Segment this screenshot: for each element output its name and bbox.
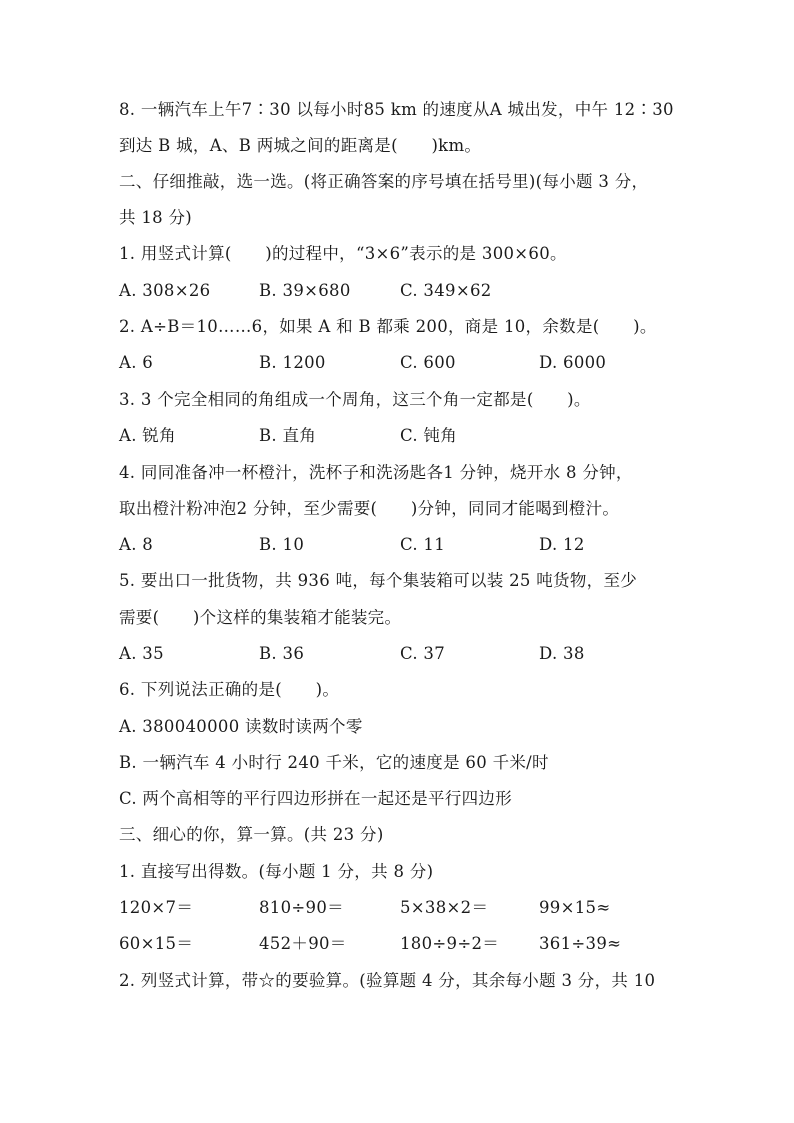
calc-item: 99×15≈ bbox=[539, 898, 611, 917]
section-2-heading: 二、仔细推敲，选一选。(将正确答案的序号填在括号里)(每小题 3 分， bbox=[119, 172, 649, 191]
option-b: B. 10 bbox=[259, 535, 305, 554]
option-d: D. 38 bbox=[539, 644, 585, 663]
mc-question-6-option-b: B. 一辆汽车 4 小时行 240 千米，它的速度是 60 千米/时 bbox=[119, 753, 549, 772]
option-a: A. 锐角 bbox=[119, 426, 176, 445]
option-d: D. 6000 bbox=[539, 353, 607, 372]
calc-item: 180÷9÷2＝ bbox=[400, 934, 500, 953]
question-8-line-1: 8. 一辆汽车上午7∶30 以每小时85 km 的速度从A 城出发，中午 12∶30 bbox=[119, 100, 674, 119]
option-b: B. 39×680 bbox=[259, 281, 351, 300]
option-a: A. 6 bbox=[119, 353, 154, 372]
option-c: C. 11 bbox=[400, 535, 446, 554]
mc-question-1: 1. 用竖式计算( )的过程中，“3×6”表示的是 300×60。 bbox=[119, 244, 567, 263]
mc-question-2: 2. A÷B＝10……6，如果 A 和 B 都乘 200，商是 10，余数是( )。 bbox=[119, 317, 657, 336]
option-b: B. 1200 bbox=[259, 353, 326, 372]
mc-question-6: 6. 下列说法正确的是( )。 bbox=[119, 680, 340, 699]
option-c: C. 600 bbox=[400, 353, 456, 372]
calc-item: 60×15＝ bbox=[119, 934, 194, 953]
section-2-heading-cont: 共 18 分) bbox=[119, 208, 193, 227]
option-b: B. 直角 bbox=[259, 426, 317, 445]
option-a: A. 8 bbox=[119, 535, 154, 554]
option-c: C. 钝角 bbox=[400, 426, 458, 445]
mc-question-3: 3. 3 个完全相同的角组成一个周角，这三个角一定都是( )。 bbox=[119, 390, 591, 409]
question-8-line-2: 到达 B 城，A、B 两城之间的距离是( )km。 bbox=[119, 136, 482, 155]
option-c: C. 349×62 bbox=[400, 281, 492, 300]
mc-question-4-line-1: 4. 同同准备冲一杯橙汁，洗杯子和洗汤匙各1 分钟，烧开水 8 分钟， bbox=[119, 463, 633, 482]
mc-question-6-option-a: A. 380040000 读数时读两个零 bbox=[119, 717, 363, 736]
calc-item: 810÷90＝ bbox=[259, 898, 344, 917]
mc-question-5-line-1: 5. 要出口一批货物，共 936 吨，每个集装箱可以装 25 吨货物，至少 bbox=[119, 571, 638, 590]
option-c: C. 37 bbox=[400, 644, 446, 663]
mc-question-4-line-2: 取出橙汁粉冲泡2 分钟，至少需要( )分钟，同同才能喝到橙汁。 bbox=[119, 499, 620, 518]
option-a: A. 35 bbox=[119, 644, 164, 663]
calc-question-1: 1. 直接写出得数。(每小题 1 分，共 8 分) bbox=[119, 862, 434, 881]
mc-question-5-line-2: 需要( )个这样的集装箱才能装完。 bbox=[119, 608, 402, 627]
calc-item: 452＋90＝ bbox=[259, 934, 347, 953]
option-a: A. 308×26 bbox=[119, 281, 211, 300]
calc-item: 120×7＝ bbox=[119, 898, 194, 917]
calc-item: 5×38×2＝ bbox=[400, 898, 489, 917]
section-3-heading: 三、细心的你，算一算。(共 23 分) bbox=[119, 825, 384, 844]
calc-item: 361÷39≈ bbox=[539, 934, 622, 953]
option-d: D. 12 bbox=[539, 535, 585, 554]
mc-question-6-option-c: C. 两个高相等的平行四边形拼在一起还是平行四边形 bbox=[119, 789, 513, 808]
option-b: B. 36 bbox=[259, 644, 305, 663]
calc-question-2: 2. 列竖式计算，带☆的要验算。(验算题 4 分，其余每小题 3 分，共 10 bbox=[119, 971, 656, 990]
